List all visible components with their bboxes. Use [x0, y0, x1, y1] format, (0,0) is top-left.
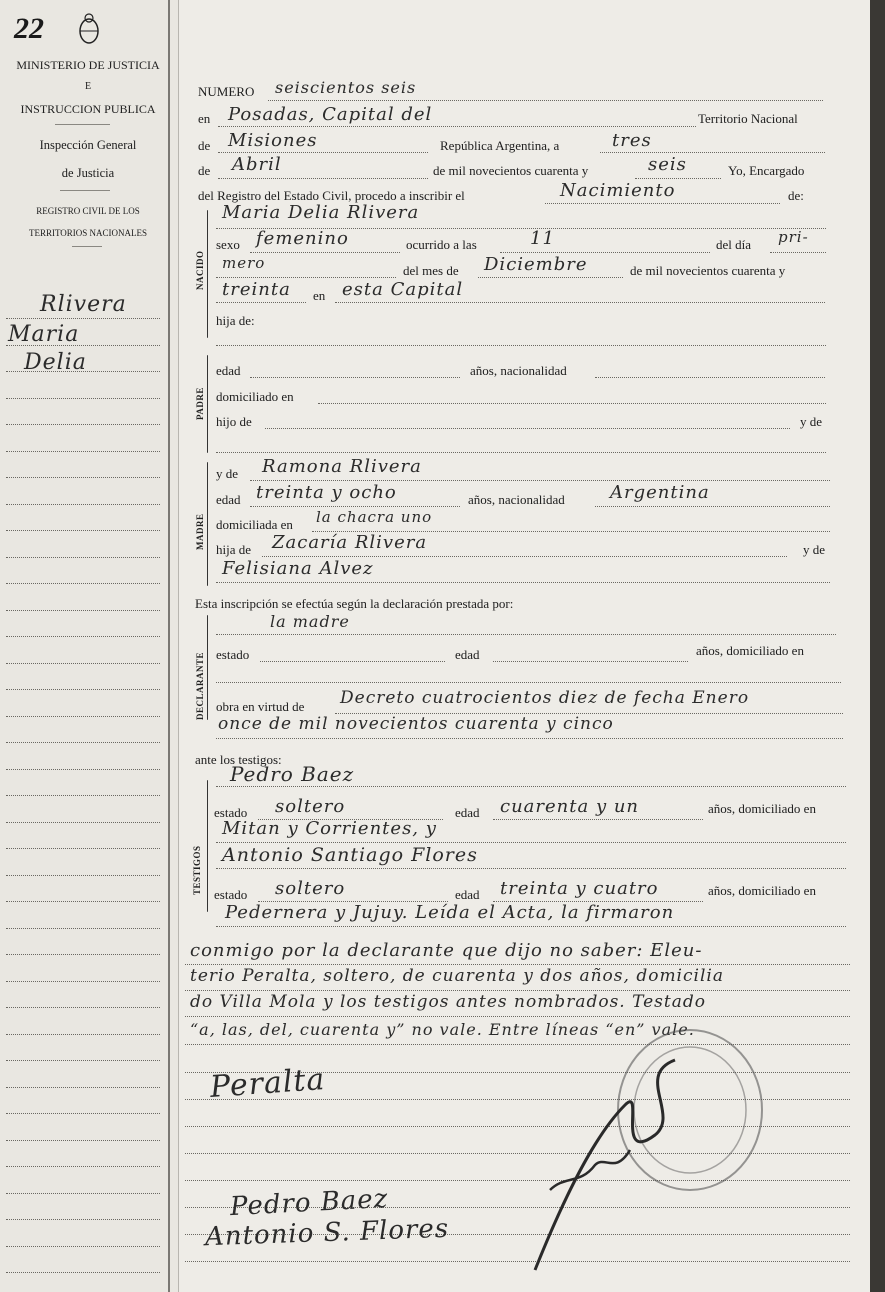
mother-nationality-value: Argentina — [610, 482, 710, 503]
margin-rule — [6, 795, 160, 796]
birth-day-value-2: mero — [222, 254, 266, 272]
coat-of-arms-icon — [78, 12, 100, 46]
sexo-label: sexo — [216, 237, 240, 252]
maternal-grandmother-value: Felisiana Alvez — [222, 558, 374, 579]
justice-label: de Justicia — [61, 166, 115, 180]
margin-rule — [6, 1113, 160, 1114]
margin-rule — [6, 1060, 160, 1061]
witness1-age-value: cuarenta y un — [500, 796, 640, 817]
madre-domicilio-label: domiciliada en — [216, 517, 293, 532]
record-number: 22 — [14, 12, 44, 45]
padre-y-de-label: y de — [800, 414, 823, 429]
en-label: en — [198, 111, 211, 126]
mother-address-value: la chacra uno — [316, 508, 433, 526]
declarante-estado-label: estado — [216, 647, 250, 662]
hija-de-label: hija de: — [216, 313, 255, 328]
declarante-domicilio-label: años, domiciliado en — [696, 643, 804, 658]
margin-rule — [6, 318, 160, 319]
witness2-name-value: Antonio Santiago Flores — [222, 844, 478, 866]
numero-label: NUMERO — [198, 84, 255, 99]
margin-rule — [6, 371, 160, 372]
margin-surname: Rlivera — [40, 292, 127, 317]
signature-witness1: Pedro Baez — [229, 1183, 390, 1223]
margin-rule — [6, 1007, 160, 1008]
margin-divider — [168, 0, 170, 1292]
margin-rule — [6, 583, 160, 584]
territorio-label: Territorio Nacional — [698, 111, 798, 126]
city-value: Posadas, Capital del — [228, 104, 433, 125]
nacido-section-label: NACIDO — [195, 250, 205, 290]
margin-rule — [6, 1140, 160, 1141]
note-line-1: Pedernera y Jujuy. Leída el Acta, la firmaron — [225, 902, 675, 923]
registro-label: del Registro del Estado Civil, procedo a inscribir el — [198, 188, 465, 203]
margin-rule — [6, 1246, 160, 1247]
signature-witness2: Antonio S. Flores — [204, 1213, 450, 1253]
territory-value: Misiones — [228, 130, 318, 151]
birth-place-value: esta Capital — [342, 279, 464, 300]
declarante-edad-label: edad — [455, 647, 480, 662]
testigo2-estado-label: estado — [214, 887, 248, 902]
birth-year-value: treinta — [222, 279, 291, 300]
margin-rule — [6, 424, 160, 425]
note-line-4: do Villa Mola y los testigos antes nombrados. Testado — [190, 992, 706, 1012]
margin-rule — [6, 901, 160, 902]
republica-label: República Argentina, a — [440, 138, 560, 153]
margin-divider-inner — [178, 0, 179, 1292]
margin-rule — [6, 663, 160, 664]
margin-rule — [6, 1034, 160, 1035]
declarante-section-label: DECLARANTE — [195, 651, 205, 720]
margin-rule — [6, 398, 160, 399]
ministry-label: MINISTERIO DE JUSTICIA — [16, 58, 160, 72]
madre-nacionalidad-label: años, nacionalidad — [468, 492, 565, 507]
birth-day-value: pri- — [778, 228, 809, 246]
margin-rule — [6, 822, 160, 823]
padre-edad-label: edad — [216, 363, 241, 378]
margin-rule — [6, 1087, 160, 1088]
margin-rule — [6, 636, 160, 637]
margin-rule — [6, 477, 160, 478]
margin-rule — [6, 954, 160, 955]
mil-nov-label: de mil novecientos cuarenta y — [630, 263, 786, 278]
inscripcion-label: Esta inscripción se efectúa según la declaración prestada por: — [195, 596, 514, 611]
margin-first-name: Maria — [8, 322, 80, 347]
margin-rule — [6, 928, 160, 929]
margin-rule — [6, 769, 160, 770]
margin-rule — [6, 557, 160, 558]
witness1-status-value: soltero — [275, 796, 346, 817]
numero-value: seiscientos seis — [275, 78, 417, 97]
margin-rule — [6, 716, 160, 717]
registry-label: REGISTRO CIVIL DE LOS — [36, 206, 140, 216]
margin-rule — [6, 610, 160, 611]
child-name-value: Maria Delia Rlivera — [222, 202, 420, 223]
obra-label: obra en virtud de — [216, 699, 305, 714]
ocurrido-label: ocurrido a las — [406, 237, 477, 252]
official-seal-and-signature-icon — [505, 1015, 795, 1285]
de-label: de — [198, 138, 211, 153]
madre-y-de-label: y de — [216, 466, 239, 481]
madre-y-de-label-2: y de — [803, 542, 826, 557]
encargado-label: Yo, Encargado — [728, 163, 805, 178]
birth-month-value: Diciembre — [484, 254, 588, 275]
witness2-status-value: soltero — [275, 878, 346, 899]
padre-section-label: PADRE — [195, 387, 205, 420]
witness1-name-value: Pedro Baez — [230, 762, 355, 786]
maternal-grandfather-value: Zacaría Rlivera — [272, 532, 428, 553]
testigos-section-label: TESTIGOS — [192, 845, 202, 895]
margin-rule — [6, 689, 160, 690]
margin-rule — [6, 981, 160, 982]
madre-hija-de-label: hija de — [216, 542, 252, 557]
padre-domicilio-label: domiciliado en — [216, 389, 294, 404]
year-value: seis — [648, 154, 687, 175]
note-line-3: terio Peralta, soltero, de cuarenta y dos años, domicilia — [190, 966, 724, 986]
margin-second-name: Delia — [24, 350, 87, 375]
territories-label: TERRITORIOS NACIONALES — [28, 228, 148, 238]
testigo2-edad-label: edad — [455, 887, 480, 902]
margin-rule — [6, 1219, 160, 1220]
en-place-label: en — [313, 288, 326, 303]
note-line-5: “a, las, del, cuarenta y” no vale. Entre líneas “en” vale. — [190, 1020, 695, 1039]
testigo1-estado-label: estado — [214, 805, 248, 820]
del-mes-label: del mes de — [403, 263, 459, 278]
witness1-address-value: Mitan y Corrientes, y — [222, 818, 437, 839]
padre-nacionalidad-label: años, nacionalidad — [470, 363, 567, 378]
margin-rule — [6, 530, 160, 531]
margin-rule — [6, 345, 160, 346]
margin-rule — [6, 1193, 160, 1194]
testigos-label: ante los testigos: — [195, 752, 282, 767]
act-type-value: Nacimiento — [560, 180, 676, 201]
margin-rule — [6, 742, 160, 743]
mother-age-value: treinta y ocho — [256, 482, 397, 503]
day-value: tres — [612, 130, 652, 151]
decree-value: Decreto cuatrocientos diez de fecha Enero — [340, 688, 750, 708]
de-colon-label: de: — [788, 188, 804, 203]
signature-peralta: Peralta — [208, 1062, 327, 1105]
and-label: E — [84, 81, 92, 92]
testigo1-edad-label: edad — [455, 805, 480, 820]
margin-rule — [6, 848, 160, 849]
madre-section-label: MADRE — [195, 513, 205, 550]
decree-value-2: once de mil novecientos cuarenta y cinco — [218, 714, 614, 734]
margin-rule — [6, 1272, 160, 1273]
witness2-age-value: treinta y cuatro — [500, 878, 659, 899]
de-label-2: de — [198, 163, 211, 178]
margin-rule — [6, 875, 160, 876]
de-mil-label: de mil novecientos cuarenta y — [433, 163, 589, 178]
testigo2-domicilio-label: años, domiciliado en — [708, 883, 816, 898]
margin-rule — [6, 451, 160, 452]
mother-name-value: Ramona Rlivera — [262, 456, 422, 477]
instruction-label: INSTRUCCION PUBLICA — [20, 102, 156, 116]
testigo1-domicilio-label: años, domiciliado en — [708, 801, 816, 816]
del-dia-label: del día — [716, 237, 752, 252]
month-value: Abril — [232, 154, 282, 175]
margin-rule — [6, 1166, 160, 1167]
inspection-label: Inspección General — [39, 138, 137, 152]
madre-edad-label: edad — [216, 492, 241, 507]
declarant-value: la madre — [270, 612, 350, 631]
margin-rule — [6, 504, 160, 505]
note-line-2: conmigo por la declarante que dijo no saber: Eleu- — [190, 940, 703, 961]
hour-value: 11 — [530, 228, 555, 249]
sex-value: femenino — [256, 228, 349, 249]
padre-hijo-de-label: hijo de — [216, 414, 252, 429]
